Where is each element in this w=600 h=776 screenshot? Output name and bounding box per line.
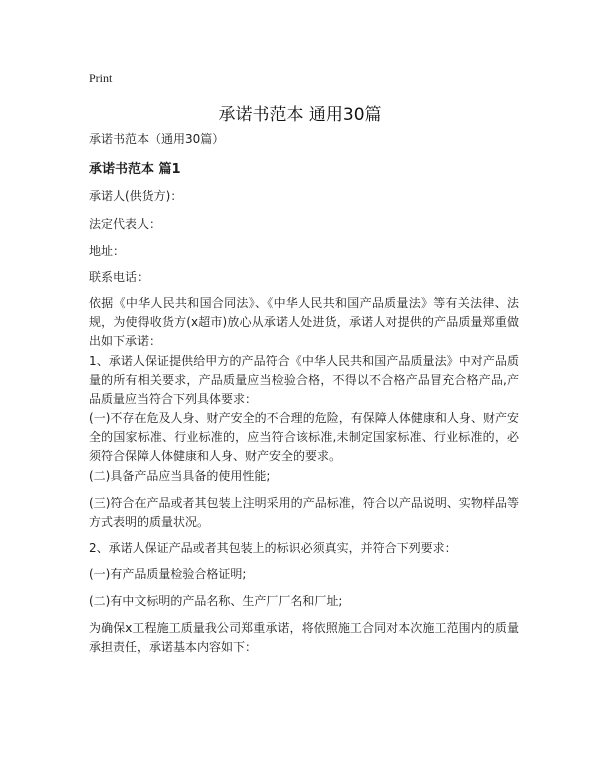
paragraph-legal-basis: 依据《中华人民共和国合同法》、《中华人民共和国产品质量法》等有关法律、法规，为使得收货方(x超市)放心从承诺人处进货，承诺人对提供的产品质量郑重做出如下承诺： (89, 296, 519, 348)
paragraph-safety-requirement: (一)不存在危及人身、财产安全的不合理的危险，有保障人体健康和人身、财产安全的国家标准、行业标准的，应当符合该标准,未制定国家标准、行业标准的，必须符合保障人体健康和人身、财产安全的要求。 (89, 411, 519, 463)
paragraph-quality-guarantee: 1、承诺人保证提供给甲方的产品符合《中华人民共和国产品质量法》中对产品质量的所有相关要求，产品质量应当检验合格，不得以不合格产品冒充合格产品,产品质量应当符合下列具体要求： (89, 354, 519, 406)
paragraph-standard-conformance: (三)符合在产品或者其包装上注明采用的产品标准，符合以产品说明、实物样品等方式表明的质量状况。 (89, 496, 519, 529)
paragraph-label-requirement: 2、承诺人保证产品或者其包装上的标识必须真实，并符合下列要求： (89, 541, 457, 555)
paragraph-chinese-label: (二)有中文标明的产品名称、生产厂厂名和厂址; (89, 594, 343, 608)
promisor-line: 承诺人(供货方)： (89, 189, 183, 203)
paragraph-inspection-cert: (一)有产品质量检验合格证明; (89, 567, 247, 581)
phone-line: 联系电话： (89, 270, 150, 284)
document-subtitle: 承诺书范本（通用30篇） (89, 132, 225, 146)
paragraph-performance: (二)具备产品应当具备的使用性能; (89, 469, 271, 483)
address-line: 地址： (89, 244, 126, 258)
print-label: Print (89, 71, 113, 85)
document-title: 承诺书范本 通用30篇 (218, 105, 382, 125)
section-heading: 承诺书范本 篇1 (89, 162, 181, 177)
paragraph-construction-commitment: 为确保x工程施工质量我公司郑重承诺，将依照施工合同对本次施工范围内的质量承担责任，承诺基本内容如下： (89, 621, 519, 654)
legal-rep-line: 法定代表人： (89, 217, 162, 231)
